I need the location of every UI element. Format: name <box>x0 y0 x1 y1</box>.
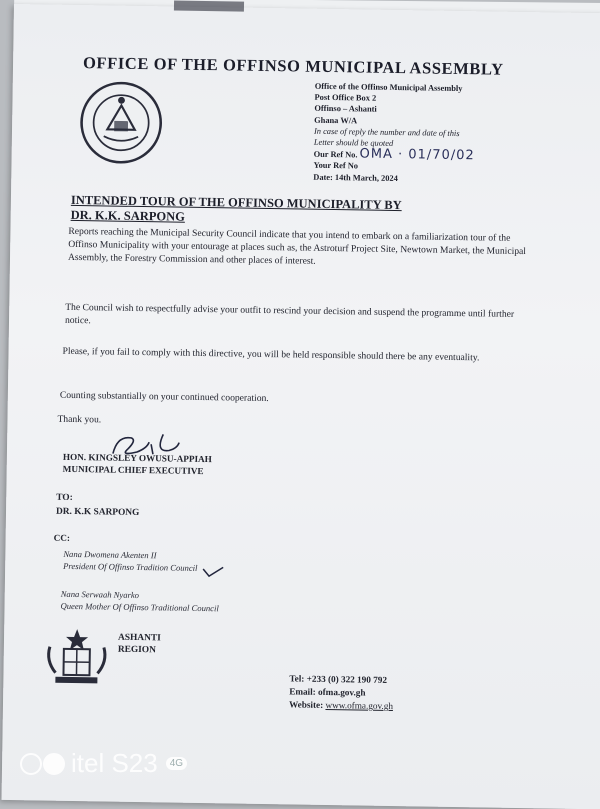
cc-entry <box>63 549 198 574</box>
reply-note: In case of reply the number and date of this <box>314 126 534 141</box>
address-line: Offinso – Ashanti <box>314 103 534 118</box>
to-label: TO: <box>56 491 140 506</box>
subject-line-1: INTENDED TOUR OF THE OFFINSO MUNICIPALITY BY <box>71 193 491 215</box>
body-paragraph: Counting substantially on your continued cooperation. <box>60 389 520 409</box>
recipient-name: DR. K.K SARPONG <box>56 505 140 520</box>
our-ref-value: OMA · 01/70/02 <box>359 147 474 164</box>
coat-of-arms-icon <box>41 627 112 688</box>
closing-text: Thank you. <box>57 413 517 433</box>
your-ref-label: Your Ref No <box>313 160 533 175</box>
address-line: Post Office Box 2 <box>314 92 534 107</box>
letter-page <box>1 4 600 809</box>
cc-label: CC: <box>54 533 70 543</box>
address-line: Office of the Offinso Municipal Assembly <box>315 81 535 96</box>
camera-watermark <box>20 748 187 779</box>
address-line: Ghana W/A <box>314 114 534 129</box>
region-line-1: ASHANTI <box>118 632 161 645</box>
subject-line-2: DR. K.K. SARPONG <box>71 208 491 230</box>
email: Email: ofma.gov.gh <box>289 685 393 700</box>
contact-block <box>289 672 394 713</box>
signer-title: MUNICIPAL CHIEF EXECUTIVE <box>63 463 212 477</box>
camera-logo-icon <box>20 753 65 775</box>
letter-date: Date: 14th March, 2024 <box>313 171 533 186</box>
recipient-block <box>56 491 140 520</box>
address-block <box>313 81 535 186</box>
body-paragraph: The Council wish to respectfully advise your outfit to rescind your decision and suspend the programme until further notice. <box>65 301 525 334</box>
telephone: Tel: +233 (0) 322 190 792 <box>289 672 393 687</box>
cc-name: Nana Dwomena Akenten II <box>63 549 197 563</box>
website-link: www.ofma.gov.gh <box>325 700 393 711</box>
website <box>289 698 393 713</box>
ink-smudge <box>174 1 244 12</box>
our-ref-label: Our Ref No. <box>314 150 358 160</box>
cc-role: Queen Mother Of Offinso Traditional Council <box>60 600 218 614</box>
body-paragraph: Reports reaching the Municipal Security Council indicate that you intend to embark on a familiarization tour of the Offinso Municipality with your entourage at places such as, the Astroturf Project Site, Newtown Market, the Municipal Assembly, the Forestry Commission and other places of interest. <box>68 225 529 271</box>
assembly-seal-icon <box>77 79 164 166</box>
reply-note: Letter should be quoted <box>314 137 534 152</box>
cc-name: Nana Serwaah Nyarko <box>61 589 219 603</box>
watermark-badge: 4G <box>166 757 187 770</box>
signer-block <box>63 451 212 477</box>
cc-role: President Of Offinso Tradition Council <box>63 560 197 574</box>
region-line-2: REGION <box>118 644 161 657</box>
signer-name: HON. KINGSLEY OWUSU-APPIAH <box>63 451 212 465</box>
subject-line <box>71 193 491 230</box>
cc-entry <box>60 589 219 614</box>
body-paragraph: Please, if you fail to comply with this directive, you will be held responsible should there be any eventuality. <box>62 345 522 365</box>
website-label: Website: <box>289 699 323 710</box>
watermark-brand: itel S23 <box>71 748 158 779</box>
checkmark-icon <box>201 565 225 579</box>
region-label <box>118 632 161 657</box>
letterhead-title: OFFICE OF THE OFFINSO MUNICIPAL ASSEMBLY <box>83 53 504 80</box>
